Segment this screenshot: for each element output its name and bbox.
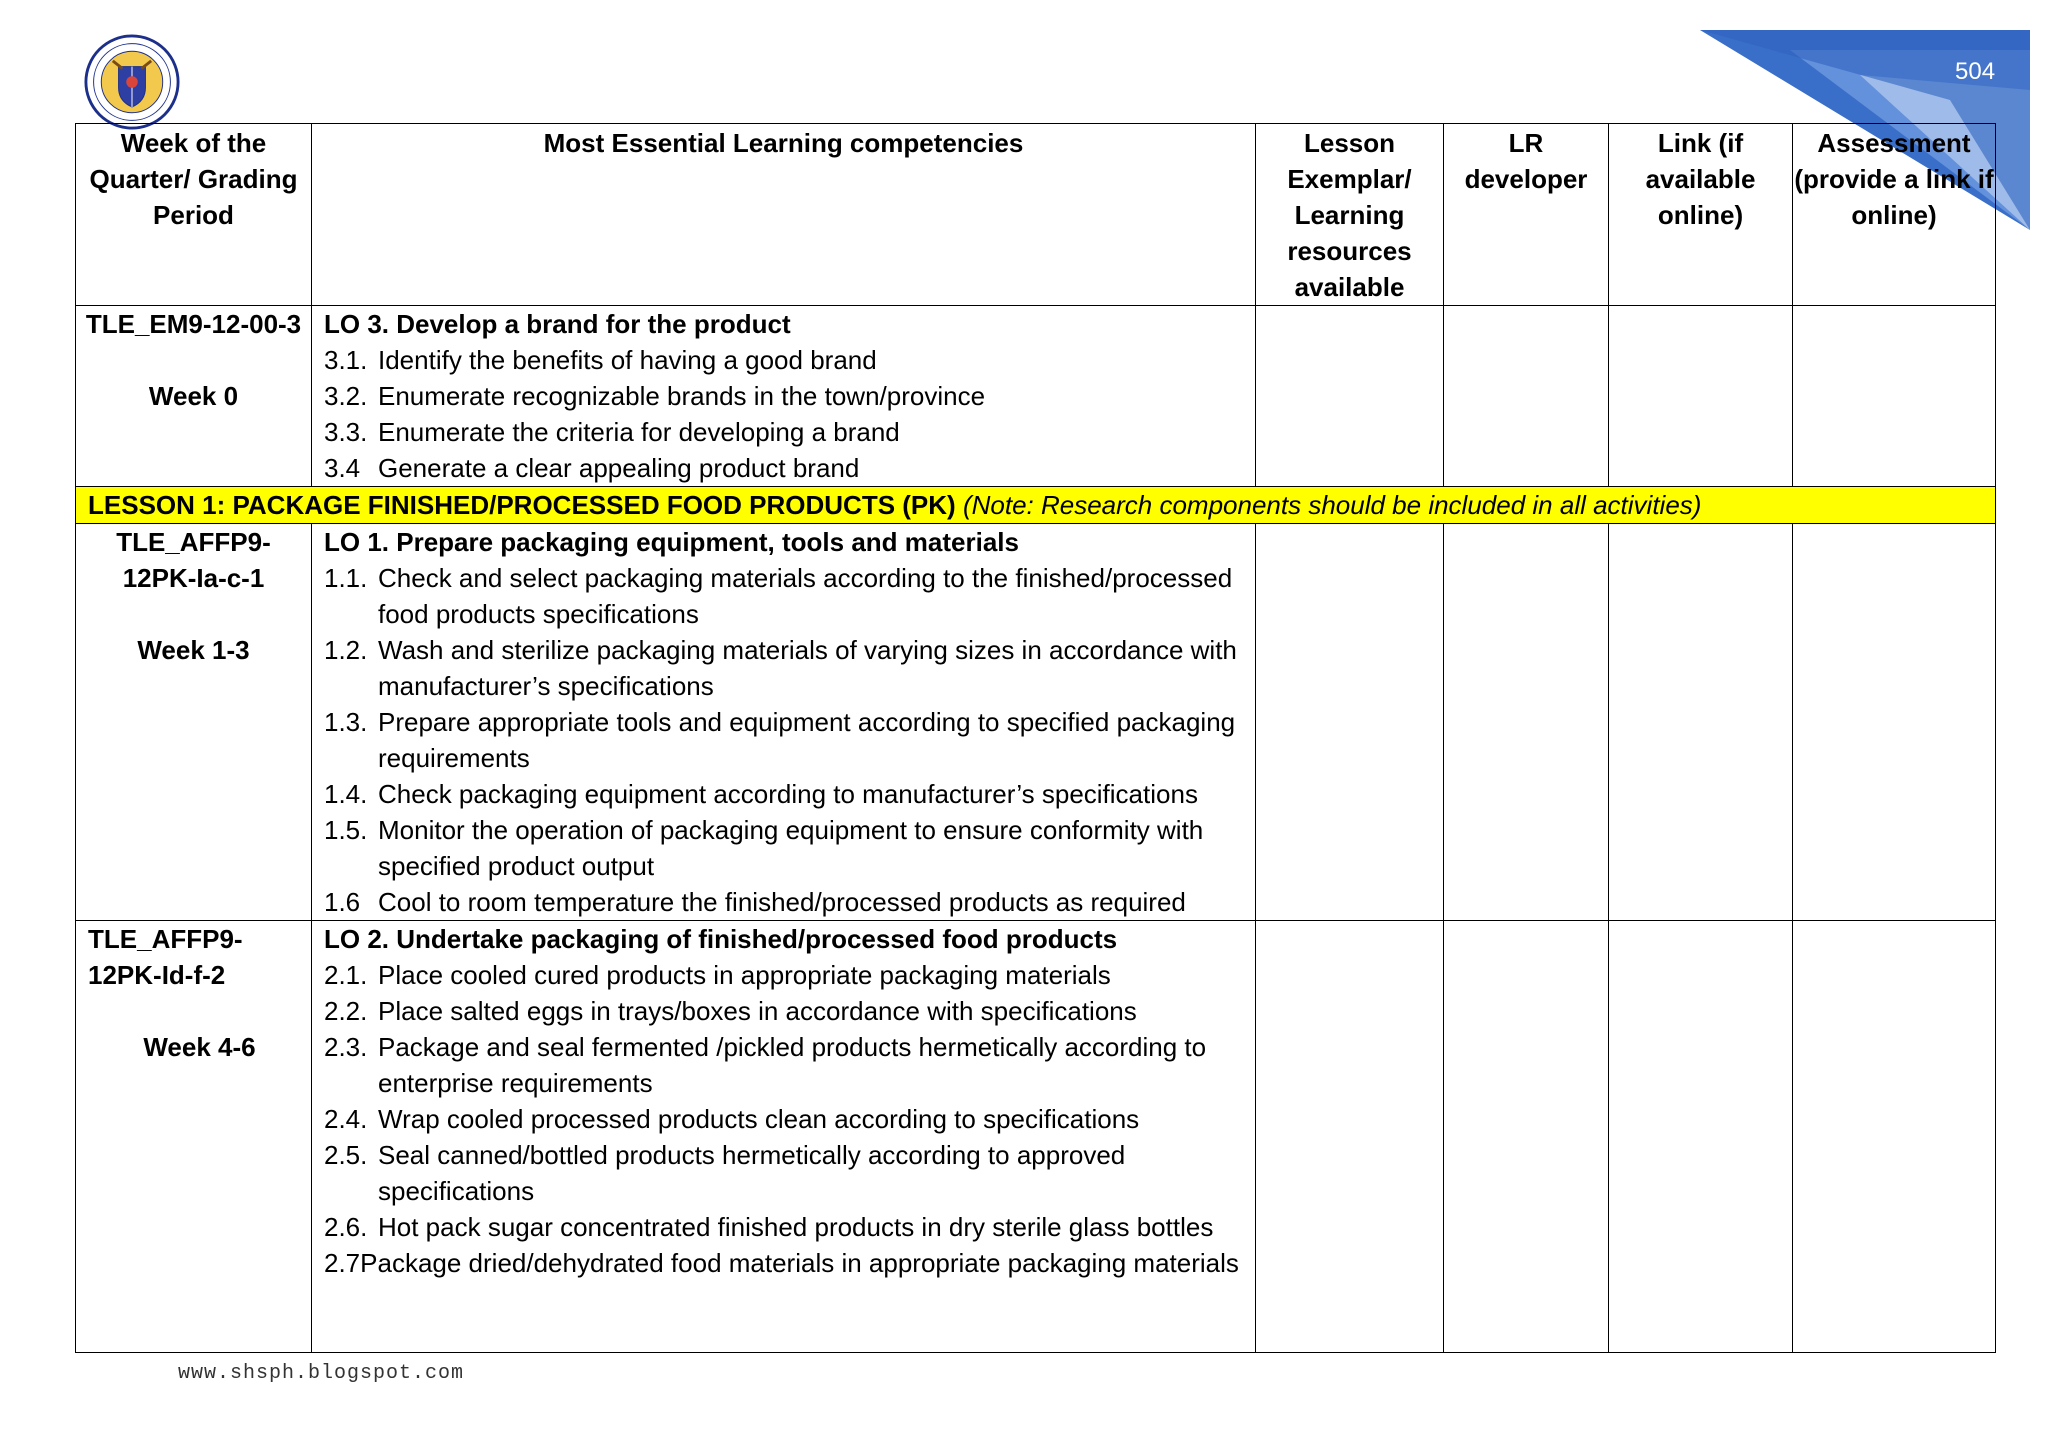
empty-cell [1609,524,1793,921]
deped-seal-icon [84,34,180,130]
lo-title: LO 2. Undertake packaging of finished/processed food products [324,924,1118,954]
list-item: 2.7Package dried/dehydrated food materials in appropriate packaging materials [324,1248,1239,1278]
header-lr-developer: LR developer [1444,124,1609,306]
competency-code: 12PK-Ia-c-1 [122,563,265,593]
empty-cell [1256,524,1444,921]
empty-cell [1793,524,1996,921]
table-row [76,306,1996,487]
empty-cell [1444,306,1609,487]
table-row [76,921,1996,1353]
competency-list [312,342,1255,486]
list-item: 1.3. Prepare appropriate tools and equipment according to specified packaging requirements [324,707,1236,773]
lesson-note: (Note: Research components should be included in all activities) [962,490,1702,520]
header-competencies: Most Essential Learning competencies [312,124,1256,306]
competency-code: TLE_AFFP9- [88,924,243,954]
footer-url: www.shsph.blogspot.com [178,1362,465,1385]
competency-code: TLE_AFFP9- [116,527,271,557]
empty-cell [1609,921,1793,1353]
week-cell [76,306,312,487]
competency-cell [312,921,1256,1353]
header-lesson-exemplar: Lesson Exemplar/ Learning resources available [1256,124,1444,306]
competency-code: 12PK-Id-f-2 [88,960,226,990]
week-cell [76,921,312,1353]
empty-cell [1256,306,1444,487]
lesson-banner-row [76,487,1996,524]
list-item: 1.4. Check packaging equipment according to manufacturer’s specifications [324,779,1198,809]
table-header-row [76,124,1996,306]
list-item: 1.5. Monitor the operation of packaging equipment to ensure conformity with specified product output [324,815,1204,881]
list-item: 1.6 Cool to room temperature the finished/processed products as required [324,887,1186,917]
header-week: Week of the Quarter/ Grading Period [76,124,312,306]
header-assessment: Assessment (provide a link if online) [1793,124,1996,306]
competency-cell [312,306,1256,487]
empty-cell [1256,921,1444,1353]
competency-cell [312,524,1256,921]
page-number: 504 [1955,58,1996,85]
list-item: 2.1. Place cooled cured products in appropriate packaging materials [324,960,1111,990]
list-item: 2.5. Seal canned/bottled products hermetically according to approved specifications [324,1140,1126,1206]
week-label: Week 0 [148,381,239,411]
list-item: 3.1. Identify the benefits of having a good brand [324,345,877,375]
lesson-banner [76,487,1996,524]
empty-cell [1793,921,1996,1353]
list-item: 2.4. Wrap cooled processed products clean according to specifications [324,1104,1140,1134]
list-item: 2.3. Package and seal fermented /pickled products hermetically according to enterprise requirements [324,1032,1207,1098]
list-item: 2.2. Place salted eggs in trays/boxes in accordance with specifications [324,996,1137,1026]
empty-cell [1444,921,1609,1353]
list-item: 3.4 Generate a clear appealing product brand [324,453,860,483]
competency-list [312,957,1255,1281]
lesson-title: LESSON 1: PACKAGE FINISHED/PROCESSED FOOD PRODUCTS (PK) [88,490,956,520]
lo-title: LO 3. Develop a brand for the product [324,309,791,339]
week-label: Week 4-6 [143,1032,256,1062]
list-item: 2.6. Hot pack sugar concentrated finished products in dry sterile glass bottles [324,1212,1214,1242]
list-item: 1.1. Check and select packaging materials according to the finished/processed food products specifications [324,563,1233,629]
table-row [76,524,1996,921]
empty-cell [1609,306,1793,487]
empty-cell [1444,524,1609,921]
competency-list [312,560,1255,920]
list-item: 1.2. Wash and sterilize packaging materials of varying sizes in accordance with manufacturer’s specifications [324,635,1237,701]
empty-cell [1793,306,1996,487]
competency-code: TLE_EM9-12-00-3 [85,309,302,339]
header-link: Link (if available online) [1609,124,1793,306]
week-label: Week 1-3 [137,635,250,665]
competencies-table [75,123,1996,1353]
week-cell [76,524,312,921]
list-item: 3.2. Enumerate recognizable brands in the town/province [324,381,986,411]
list-item: 3.3. Enumerate the criteria for developing a brand [324,417,900,447]
lo-title: LO 1. Prepare packaging equipment, tools and materials [324,527,1019,557]
